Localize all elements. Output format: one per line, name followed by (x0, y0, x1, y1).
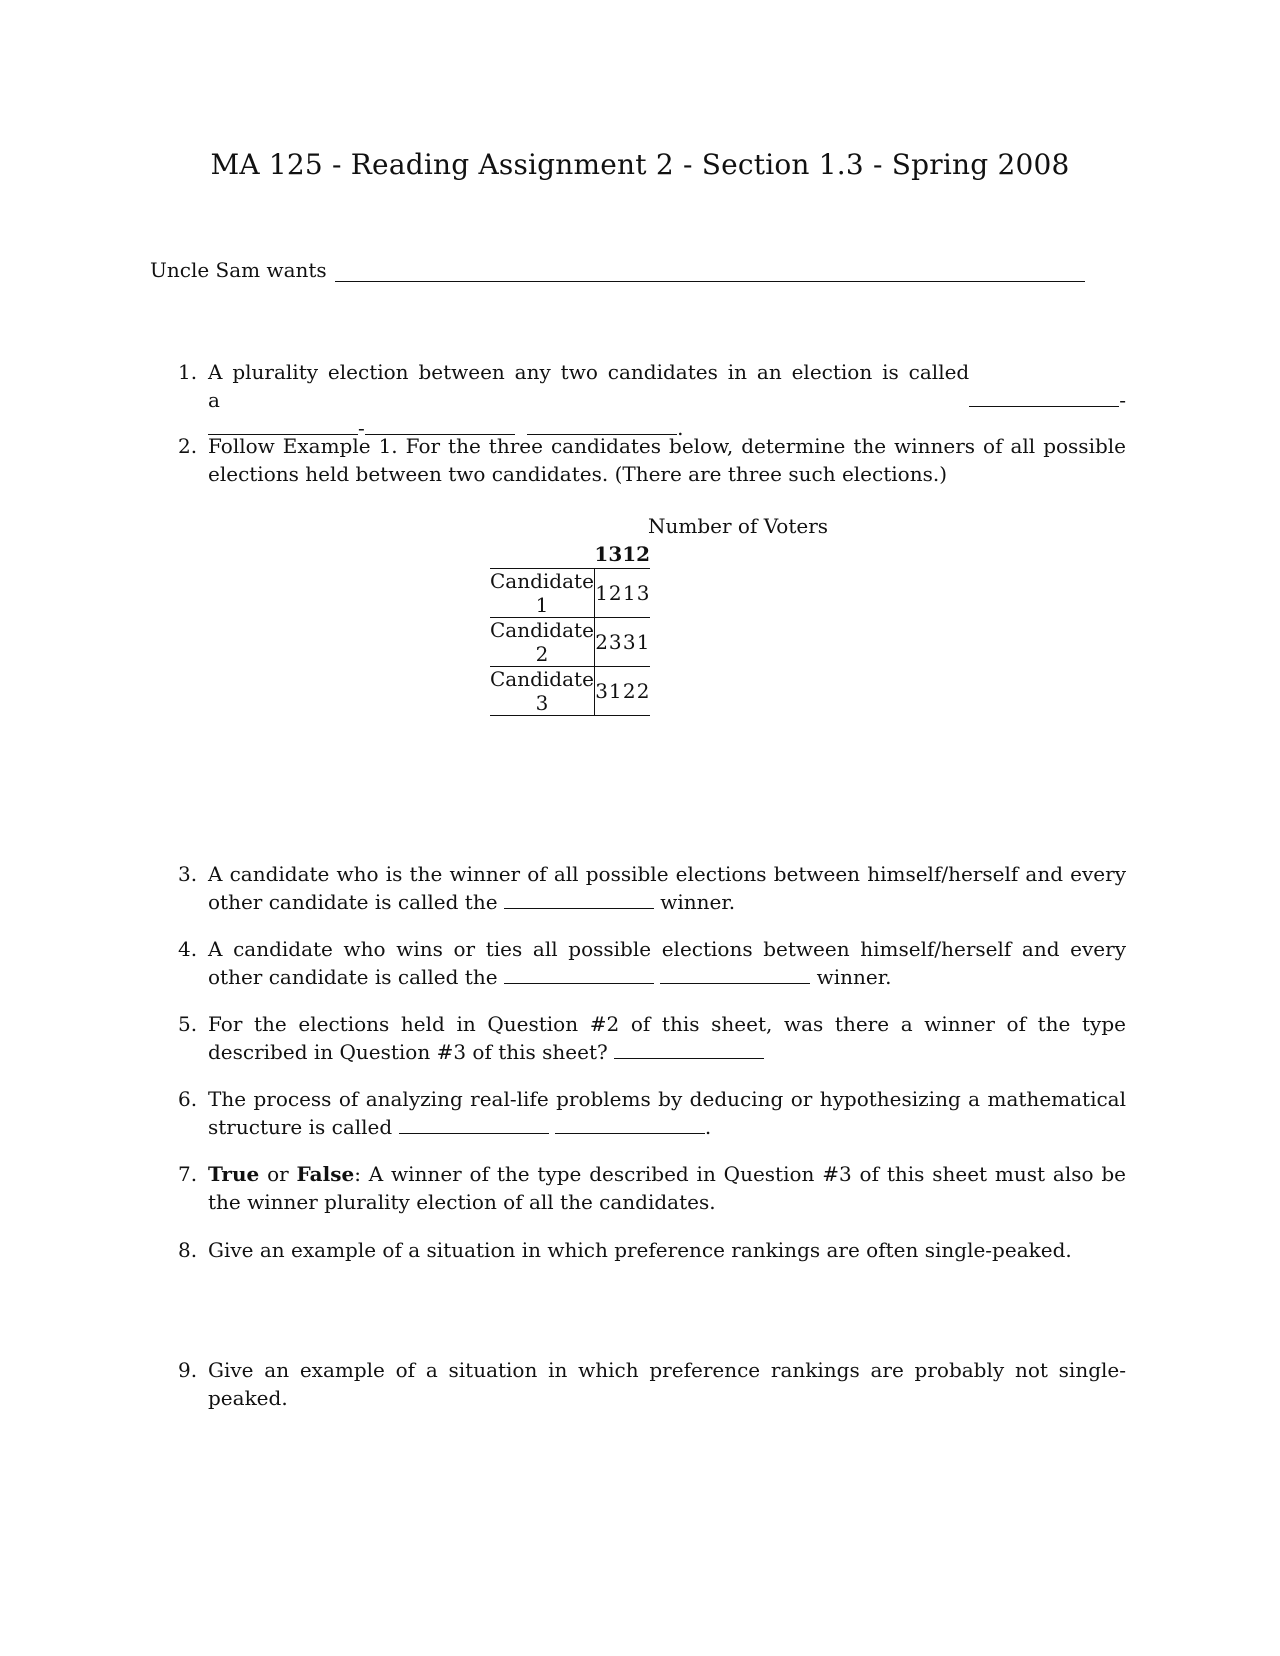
rank-cell: 2 (594, 618, 608, 667)
name-blank[interactable] (335, 259, 1085, 282)
question-number: 1. (178, 360, 198, 384)
hyphen: - (1119, 388, 1126, 412)
question-number: 9. (178, 1358, 198, 1382)
question-text: : A winner of the type described in Question #3 of this sheet must also be the winner plurality election of all the candidates. (208, 1162, 1127, 1214)
voter-count: 2 (636, 542, 651, 566)
question-2 (178, 432, 1126, 488)
answer-blank[interactable] (399, 1115, 549, 1134)
question-body (208, 1160, 1126, 1216)
question-text: Give an example of a situation in which preference rankings are often single-peaked. (208, 1238, 1072, 1262)
answer-blank[interactable] (614, 1040, 764, 1059)
table-row (490, 569, 650, 618)
preference-table (490, 540, 650, 716)
question-body (208, 860, 1126, 916)
answer-blank[interactable] (660, 965, 810, 984)
rank-cell: 2 (636, 667, 650, 716)
answer-blank[interactable] (969, 388, 1119, 407)
question-text: The process of analyzing real-life problems by deducing or hypothesizing a mathematical structure is called (208, 1087, 1126, 1139)
question-7 (178, 1160, 1126, 1216)
question-text: Follow Example 1. For the three candidates below, determine the winners of all possible elections held between two candidates. (There are three such elections.) (208, 434, 1126, 486)
answer-blank[interactable] (555, 1115, 705, 1134)
question-text: A candidate who wins or ties all possible elections between himself/herself and every other candidate is called the (208, 937, 1126, 989)
question-text-end: winner. (660, 890, 736, 914)
rank-cell: 1 (594, 569, 608, 618)
true-label: True (208, 1162, 260, 1186)
voter-count-row (490, 540, 650, 569)
period: . (677, 416, 684, 440)
rank-cell: 3 (608, 618, 622, 667)
question-body (208, 1010, 1126, 1066)
question-body (208, 358, 1126, 442)
question-number: 8. (178, 1238, 198, 1262)
rank-cell: 1 (622, 569, 636, 618)
rank-cell: 3 (636, 569, 650, 618)
page-title: MA 125 - Reading Assignment 2 - Section 1.3 - Spring 2008 (210, 148, 1070, 181)
or-word: or (267, 1162, 289, 1186)
voter-count: 1 (594, 542, 609, 566)
question-text: Give an example of a situation in which preference rankings are probably not single-peaked. (208, 1358, 1126, 1410)
rank-cell: 1 (608, 667, 622, 716)
hyphen: - (358, 416, 365, 440)
voter-count: 3 (608, 542, 623, 566)
question-body (208, 935, 1126, 991)
question-4 (178, 935, 1126, 991)
question-5 (178, 1010, 1126, 1066)
question-body (208, 1085, 1126, 1141)
table-row (490, 618, 650, 667)
table-row (490, 667, 650, 716)
question-1 (178, 358, 1126, 442)
question-number: 7. (178, 1162, 198, 1186)
question-6 (178, 1085, 1126, 1141)
rank-cell: 2 (608, 569, 622, 618)
candidate-label: Candidate 1 (490, 569, 594, 617)
period: . (704, 1115, 712, 1139)
answer-blank[interactable] (504, 890, 654, 909)
false-label: False (296, 1162, 355, 1186)
question-9 (178, 1356, 1126, 1412)
voter-count: 1 (622, 542, 637, 566)
question-text-end: winner. (816, 965, 892, 989)
table-heading: Number of Voters (648, 514, 829, 538)
question-number: 3. (178, 862, 198, 886)
question-8 (178, 1236, 1126, 1264)
candidate-label: Candidate 3 (490, 667, 594, 715)
question-number: 5. (178, 1012, 198, 1036)
candidate-label: Candidate 2 (490, 618, 594, 666)
question-number: 4. (178, 937, 198, 961)
question-text: For the elections held in Question #2 of this sheet, was there a winner of the type described in Question #3 of this sheet? (208, 1012, 1126, 1064)
question-number: 2. (178, 434, 198, 458)
empty-cell (490, 540, 594, 569)
answer-blank[interactable] (504, 965, 654, 984)
rank-cell: 3 (622, 618, 636, 667)
name-row (150, 258, 1085, 282)
question-text: A candidate who is the winner of all possible elections between himself/herself and every other candidate is called the (208, 862, 1126, 914)
rank-cell: 3 (594, 667, 608, 716)
question-3 (178, 860, 1126, 916)
name-label: Uncle Sam wants (150, 258, 327, 282)
question-text: A plurality election between any two candidates in an election is called a (208, 360, 970, 412)
rank-cell: 1 (636, 618, 650, 667)
rank-cell: 2 (622, 667, 636, 716)
question-number: 6. (178, 1087, 198, 1111)
